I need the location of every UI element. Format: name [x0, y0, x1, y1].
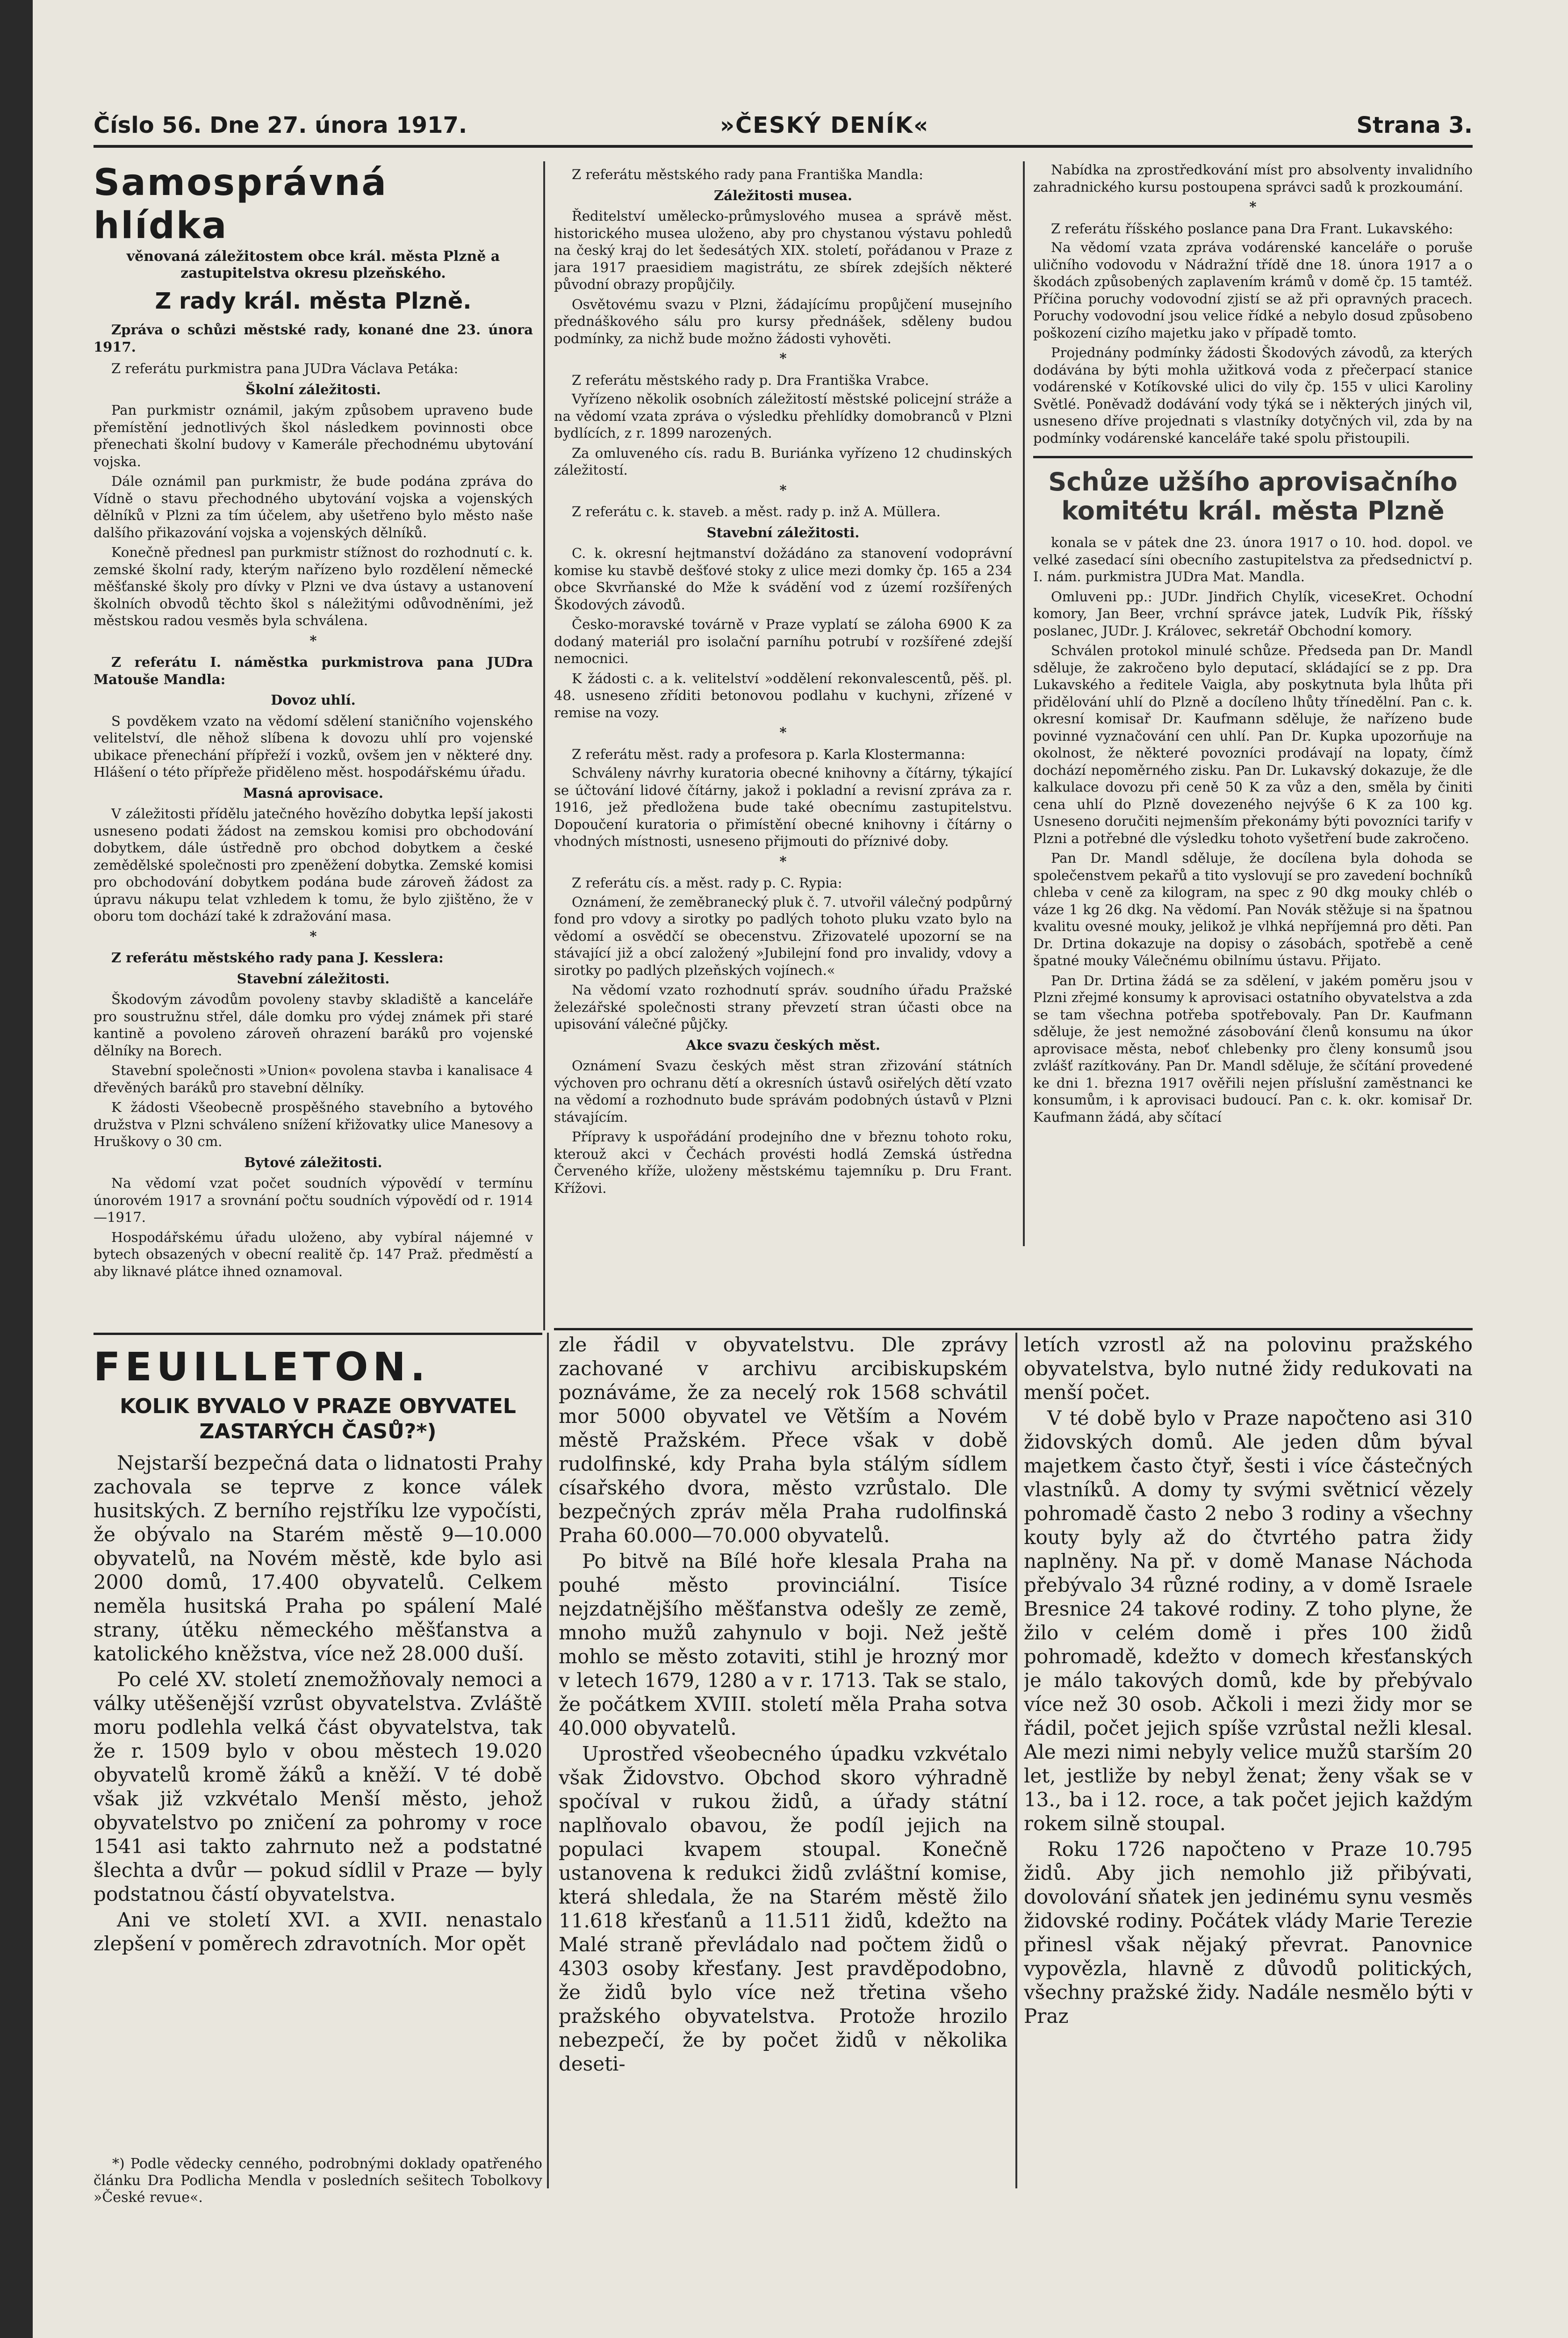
topic-heading: Stavební záležitosti.	[237, 970, 390, 987]
separator: *	[779, 350, 787, 366]
paragraph: Oznámení, že zeměbranecký pluk č. 7. utvořil válečný podpůrný fond pro vdovy a sirotky po padlých tohoto pluku vzato bylo na vědomí a osvědčí se obecenstvu. Zřizovatelé upozorní se na stávající již a obcí založený »Jubilejní fond pro invalidy, vdovy a sirotky po padlých plzeňských vojínech.«	[554, 894, 1012, 978]
paragraph: zle řádil v obyvatelstvu. Dle zprávy zachované v archivu arcibiskupském poznáváme, že za necelý rok 1568 schvátil mor 5000 obyvatel ve Větším a Novém městě Pražském. Přece však v době rudolfinské, kdy Praha byla stálým sídlem císařského dvora, město vzrůstalo. Dle bezpečných zpráv měla Praha rudolfinská Praha 60.000—70.000 obyvatelů.	[559, 1333, 1007, 1547]
article-title: Schůze užšího aprovisačního komitétu král. města Plzně	[1033, 456, 1473, 526]
paragraph: Na vědomí vzato rozhodnutí správ. soudního úřadu Pražské železářské společnosti strany převzetí stran účasti obce na upisování válečné půjčky.	[554, 982, 1012, 1032]
paragraph: Po celé XV. století znemožňovaly nemoci a války utěšenější vzrůst obyvatelstva. Zvláště moru podlehla velká část obyvatelstva, tak že r. 1509 bylo v obou městech 19.020 obyvatelů kromě žáků a kněží. V té době však již vzkvétalo Menší město, jehož obyvatelstvo po zničení za pohromy v roce 1541 asi takto zahrnuto než a podstatné šlechta a dvůr — pokud sídlil v Praze — byly podstatnou částí obyvatelstva.	[94, 1668, 542, 1905]
referat-heading: Z referátu městského rady pana Františka Mandla:	[572, 166, 923, 182]
paragraph: Uprostřed všeobecného úpadku vzkvétalo však Židovstvo. Obchod skoro výhradně spočíval v rukou židů, a úřady státní naplňovalo obavou, že podíl jejich na populaci kvapem stoupal. Konečně ustanovena k redukci židů zvláštní komise, která shledala, že na Starém městě žilo 11.618 křesťanů a 11.511 židů, kdežto na Malé straně převládalo nad počtem židů o 4303 osoby křesťany. Jest pravděpodobno, že židů bylo více než třetina všeho pražského obyvatelstva. Protože hrozilo nebezpečí, že by počet židů v několika deseti-	[559, 1742, 1007, 2075]
paragraph: Nabídka na zprostředkování míst pro absolventy invalidního zahradnického kursu postoupena správci sadů k prozkoumání.	[1033, 162, 1473, 195]
paragraph: Na vědomí vzata zpráva vodárenské kanceláře o poruše uličního vodovodu v Nádražní třídě dne 18. února 1917 a o škodách způsobených zaplavením krámů v domě čp. 15 tamtéž. Příčina poruchy vodovodní zjistí se až při opravných pracech. Poruchy vodovodní jsou velice řídké a nebylo dosud způsobeno poškození cizího majetku jako v případě tomto.	[1033, 239, 1473, 341]
footnote	[94, 2156, 542, 2206]
paragraph: Po bitvě na Bílé hoře klesala Praha na pouhé město provinciální. Tisíce nejzdatnějšího měšťanstva odešly ze země, mnoho mužů zahynulo v boji. Než ještě mohlo se město zotaviti, stihl je hrozný mor v letech 1679, 1280 a v r. 1713. Tak se stalo, že počátkem XVIII. století měla Praha sotva 40.000 obyvatelů.	[559, 1550, 1007, 1739]
topic-heading: Školní záležitosti.	[245, 381, 381, 397]
paragraph: Schválen protokol minulé schůze. Předseda pan Dr. Mandl sděluje, že zakročeno bylo deputací, skládající se z pp. Dra Lukavského a ředitele Vaigla, aby poskytnuta byla lhůta při přidělování uhlí do Plzně a docíleno lhůty třínedělní. Pan c. k. okresní komisař Dr. Kaufmann sděluje, že nařízeno bude povinné vyznačování cen uhlí. Pan Dr. Kupka upozorňuje na okolnost, že některé povozníci prodávají na lopaty, čímž dochází nepoměrného zisku. Pan Dr. Lukavský dokazuje, že dle kalkulace dovozu při ceně 50 K za vůz a den, směla by činiti cena uhlí do Plzně dovezeného nejvýše 6 K za 100 kg. Usneseno doručiti nejmenším překonámy býti povozníci tarify v Plzni a potřebné dle výsledku tohoto vyšetření bude zakročeno.	[1033, 642, 1473, 846]
paragraph: K žádosti Všeobecně prospěšného stavebního a bytového družstva v Plzni schváleno snížení křižovatky ulice Manesovy a Hruškovy o 30 cm.	[94, 1099, 533, 1149]
feuilleton-title: FEUILLETON.	[94, 1344, 430, 1390]
referat-heading: Z referátu městského rady p. Dra Františka Vrabce.	[572, 372, 929, 388]
feuilleton-column-1	[94, 1333, 542, 2188]
topic-heading: Bytové záležitosti.	[244, 1154, 382, 1170]
topic-heading: Akce svazu českých měst.	[686, 1037, 880, 1053]
column-provisions	[1033, 161, 1473, 1244]
paragraph: Na vědomí vzat počet soudních výpovědí v termínu únorovém 1917 a srovnání počtu soudních výpovědí od r. 1914—1917.	[94, 1175, 533, 1225]
column-rule	[543, 161, 545, 1330]
feuilleton-column-2	[559, 1333, 1007, 2188]
paragraph: Oznámení Svazu českých měst stran zřizování státních výchoven pro ochranu dětí a okresních ústavů osiřelých dětí vzato na vědomí a rozhodnuto bude správám podobných ústavů v Plzni stávajícím.	[554, 1058, 1012, 1125]
column-rule	[1023, 161, 1025, 1246]
separator: *	[1249, 199, 1257, 215]
column-rule	[547, 1333, 549, 2188]
issue-date: Číslo 56. Dne 27. února 1917.	[94, 112, 468, 138]
paragraph: konala se v pátek dne 23. února 1917 o 10. hod. dopol. ve velké zasedací síni obecního zastupitelstva za předsednictví p. I. nám. purkmistra JUDra Mat. Mandla.	[1033, 534, 1473, 584]
paragraph: Roku 1726 napočteno v Praze 10.795 židů. Aby jich nemohlo již přibývati, dovolování sňatek jen jedinému synu vesměs židovské rodiny. Počátek vlády Marie Terezie přinesl však nějaký převrat. Panovnice vypovězla, hlavně z důvodů politických, všechny pražské židy. Nadále nesmělo býti v Praz	[1024, 1838, 1473, 2028]
paragraph: Vyřízeno několik osobních záležitostí městské policejní stráže a na vědomí vzata zpráva o výsledku přehlídky domobranců v Plzni bydlících, z r. 1899 narozených.	[554, 391, 1012, 441]
scan-edge	[0, 0, 33, 2338]
topic-heading: Stavební záležitosti.	[706, 524, 860, 541]
referat-heading: Z referátu cís. a měst. rady p. C. Rypia:	[572, 875, 842, 891]
report-line: Zpráva o schůzi městské rady, konané dne 23. února 1917.	[94, 322, 533, 355]
paragraph: Omluveni pp.: JUDr. Jindřich Chylík, viceseKret. Ochodní komory, Jan Beer, vrchní správce jatek, Ludvík Pik, říšský poslanec, JUDr. J. Královec, sekretář Obchodní komory.	[1033, 588, 1473, 639]
section-rule	[554, 1328, 1473, 1330]
column-council	[554, 161, 1012, 1246]
subsection-title: Z rady král. města Plzně.	[155, 288, 472, 314]
paragraph: Nejstarší bezpečná data o lidnatosti Prahy zachovala se teprve z konce válek husitských. Z berního rejstříku lze vypočísti, že obývalo na Starém městě 9—10.000 obyvatelů, na Novém městě, kde bylo asi 2000 domů, 17.400 obyvatelů. Celkem neměla husitská Praha po spálení Malé strany, útěku německého měšťanstva a katolického kněžstva, více než 28.000 duší.	[94, 1451, 542, 1665]
column-municipal	[94, 161, 533, 1340]
topic-heading: Masná aprovisace.	[243, 785, 384, 801]
topic-heading: Dovoz uhlí.	[271, 692, 356, 708]
feuilleton-column-3	[1024, 1333, 1473, 2188]
separator: *	[309, 632, 317, 649]
feuilleton-headline: KOLIK BYVALO V PRAZE OBYVATEL ZASTARÝCH ČASŮ?*)	[120, 1394, 516, 1443]
section-rule	[94, 1333, 542, 1335]
paragraph: Projednány podmínky žádosti Škodových závodů, za kterých dodávána by býti mohla užitková voda z přečerpací stanice vodárenské v Kotíkovské ulici do vily čp. 155 v ulici Karoliny Světlé. Poněvadž dodávání vody týká se i některých jiných vil, usneseno dříve projednati s vlastníky dotyčných vil, zda by na podmínky vodárenské kanceláře také spolu přistoupili.	[1033, 345, 1473, 446]
section-deck: věnovaná záležitostem obce král. města Plzně a zastupitelstva okresu plzeňského.	[126, 248, 500, 281]
referat-heading: Z referátu c. k. staveb. a měst. rady p. inž A. Müllera.	[572, 504, 941, 520]
paragraph: Schváleny návrhy kuratoria obecné knihovny a čítárny, týkající se účtování lidové čítárny, jakož i pokladní a revisní zpráva za r. 1916, jež předložena bude také obecnímu zastupitelstvu. Dopoučení kuratoria o přimístění obecné knihovny i čítárny o vhodných místnosti, usneseno přijmouti do příznivé doby.	[554, 765, 1012, 849]
referat-heading: Z referátu purkmistra pana JUDra Václava Petáka:	[111, 361, 459, 376]
topic-heading: Záležitosti musea.	[714, 187, 852, 203]
paragraph: Pan purkmistr oznámil, jakým způsobem upraveno bude přemístění jednotlivých škol následkem povinnosti obce přenechati školní budovy v Kamerále přechodnému ubytování vojska.	[94, 402, 533, 469]
paragraph: C. k. okresní hejtmanství dožádáno za stanovení vodoprávní komise ku stavbě dešťové stoky z ulice mezi domky čp. 165 a 234 obce Skvrňanské do Mže k svádění vod z území rozšířených Škodových závodů.	[554, 545, 1012, 613]
separator: *	[309, 928, 317, 944]
page-header	[94, 112, 1473, 148]
paragraph: Pan Dr. Mandl sděluje, že docílena byla dohoda se společenstvem pekařů a tito vyslovují se pro zavedení bochníků chleba v ceně za kilogram, na spec z 90 dkg mouky chléb o váze 1 kg 26 dkg. Na vědomí. Pan Novák stěžuje si na špatnou kvalitu ovesné mouky, jelikož je vlhká nepříjemná pro děti. Pan Dr. Drtina dokazuje na dopisy o zásobách, spotřebě a ceně špatné mouky Válečnému obilnímu ústavu. Přijato.	[1033, 850, 1473, 968]
paragraph: Hospodářskému úřadu uloženo, aby vybíral nájemné v bytech obsazených v obecní realitě čp. 147 Praž. předměstí a aby liknavé plátce ihned oznamoval.	[94, 1229, 533, 1279]
section-title: Samosprávná hlídka	[94, 162, 388, 247]
separator: *	[779, 853, 787, 869]
paragraph: letích vzrostl až na polovinu pražského obyvatelstva, bylo nutné židy redukovati na menší počet.	[1024, 1333, 1473, 1404]
paragraph: K žádosti c. a k. velitelství »oddělení rekonvalescentů, pěš. pl. 48. usneseno zříditi betonovou podlahu v kuchyni, zřízené v remise na vozy.	[554, 670, 1012, 721]
masthead: »ČESKÝ DENÍK«	[720, 112, 929, 138]
paragraph: Konečně přednesl pan purkmistr stížnost do rozhodnutí c. k. zemské školní rady, kterým nařízeno bylo rozdělení německé měšťanské školy pro dívky v Plzni ve dva ústavy a ustanovení školních obvodů těchto škol s náležitými odůvodněními, jež městskou radou vesměs byla schválena.	[94, 544, 533, 628]
page-number: Strana 3.	[1356, 112, 1473, 138]
separator: *	[779, 724, 787, 740]
paragraph: Česko-moravské továrně v Praze vyplatí se záloha 6900 K za dodaný materiál pro isolační parníhu potrubí v rozšířené zdejší nemocnici.	[554, 616, 1012, 666]
referat-heading: Z referátu I. náměstka purkmistrova pana JUDra Matouše Mandla:	[94, 654, 533, 687]
paragraph: Za omluveného cís. radu B. Buriánka vyřízeno 12 chudinských záležitostí.	[554, 445, 1012, 478]
referat-heading: Z referátu městského rady pana J. Kesslera:	[111, 950, 444, 966]
paragraph: V záležitosti přídělu jatečného hovězího dobytka lepší jakosti usneseno podati žádost na zemskou komisi pro obchodování dobytkem, dále ústředně pro obchod dobytkem a české zemědělské společnosti pro zpeněžení dobytka. Zemské komisi pro obchodování dobytkem podána bude zároveň žádost za úpravu nákupu telat vzhledem k tomu, že bylo zjištěno, že v oboru tom dochází také k zdražování masa.	[94, 806, 533, 924]
paragraph: Osvětovému svazu v Plzni, žádajícímu propůjčení musejního přednáškového sálu pro kursy přednášek, sděleny budou podmínky, za nichž bude možno žádosti vyhověti.	[554, 296, 1012, 346]
paragraph: S povděkem vzato na vědomí sdělení staničního vojenského velitelství, dle něhož slíbena k dovozu uhlí pro vojenské ubikace přenechání přípřeží i vozků, ovšem jen v některé dny. Hlášení o této přípřeže přiděleno měst. hospodářskému úřadu.	[94, 713, 533, 780]
paragraph: Stavební společnosti »Union« povolena stavba i kanalisace 4 dřevěných baráků pro stavební dělníky.	[94, 1062, 533, 1096]
separator: *	[779, 482, 787, 498]
paragraph: V té době bylo v Praze napočteno asi 310 židovských domů. Ale jeden dům býval majetkem často čtyř, šesti i více částečných vlastníků. A domy ty svými světnicí vězely pohromadě často 2 nebo 3 rodiny a všechny kouty byly až do čtvrtého patra židy naplněny. Na př. v domě Manase Náchoda přebývalo 34 různé rodiny, a v domě Israele Bresnice 24 takové rodiny. Z toho plyne, že žilo v celém domě i přes 100 židů pohromadě, kdežto v domech křesťanských je málo takových domů, kde by přebývalo více než 30 osob. Ačkoli i mezi židy mor se řádil, počet jejich spíše vzrůstal nežli klesal. Ale mezi nimi nebyly velice mužů starším 20 let, jestliže by nebyl ženat; ženy však se v 13., ba i 12. roce, a tak počet jejich každým rokem silně stoupal.	[1024, 1407, 1473, 1835]
column-rule	[1015, 1333, 1017, 2188]
referat-heading: Z referátu měst. rady a profesora p. Karla Klostermanna:	[572, 746, 965, 762]
referat-heading: Z referátu říšského poslance pana Dra Frant. Lukavského:	[1051, 220, 1453, 237]
footnote-text: *) Podle vědecky cenného, podrobnými doklady opatřeného článku Dra Podlicha Mendla v posledních sešitech Tobolkovy »České revue«.	[94, 2156, 542, 2206]
paragraph: Ani ve století XVI. a XVII. nenastalo zlepšení v poměrech zdravotních. Mor opět	[94, 1908, 542, 1955]
paragraph: Přípravy k uspořádání prodejního dne v březnu tohoto roku, kterouž akci v Čechách provésti hodlá Zemská ústředna Červeného kříže, uloženy městskému tajemníku p. Dru Frant. Křížovi.	[554, 1129, 1012, 1196]
paragraph: Škodovým závodům povoleny stavby skladiště a kanceláře pro soustružnu střel, dále domku pro výdej známek při staré kantině a povoleno zároveň ohrazení baráků pro vojenské dělníky na Borech.	[94, 991, 533, 1059]
paragraph: Ředitelství umělecko-průmyslového musea a správě měst. historického musea uloženo, aby pro chystanou výstavu pohledů na český kraj do let šedesátých XIX. století, pořádanou v Praze z jara 1917 praesidiem magistrátu, ze sbírek zdejších některé původní obrazy propůjčily.	[554, 208, 1012, 292]
paragraph: Pan Dr. Drtina žádá se za sdělení, v jakém poměru jsou v Plzni zřejmé konsumy k aprovisaci ostatního obyvatelstva a zda se tam všechna potřeba spotřebovaly. Pan Dr. Kaufmann sděluje, že jest nemožné zásobování členů konsumu na úkor aprovisace města, neboť chlebenky pro členy konsumů jsou zvlášť razítkovány. Pan Dr. Mandl sděluje, že sčítání provedené ke dni 1. března 1917 ověřili nejen příslušní zaměstnanci ke konsumům, i k aprovisaci budoucí. Pan c. k. okr. komisař Dr. Kaufmann žádá, aby sčítací	[1033, 972, 1473, 1125]
paragraph: Dále oznámil pan purkmistr, že bude podána zpráva do Vídně o stavu přechodného ubytování vojska a vojenských dělníků v Plzni za tím účelem, aby ušetřeno bylo město naše dalšího přikazování vojska a vojenských dělníků.	[94, 473, 533, 541]
